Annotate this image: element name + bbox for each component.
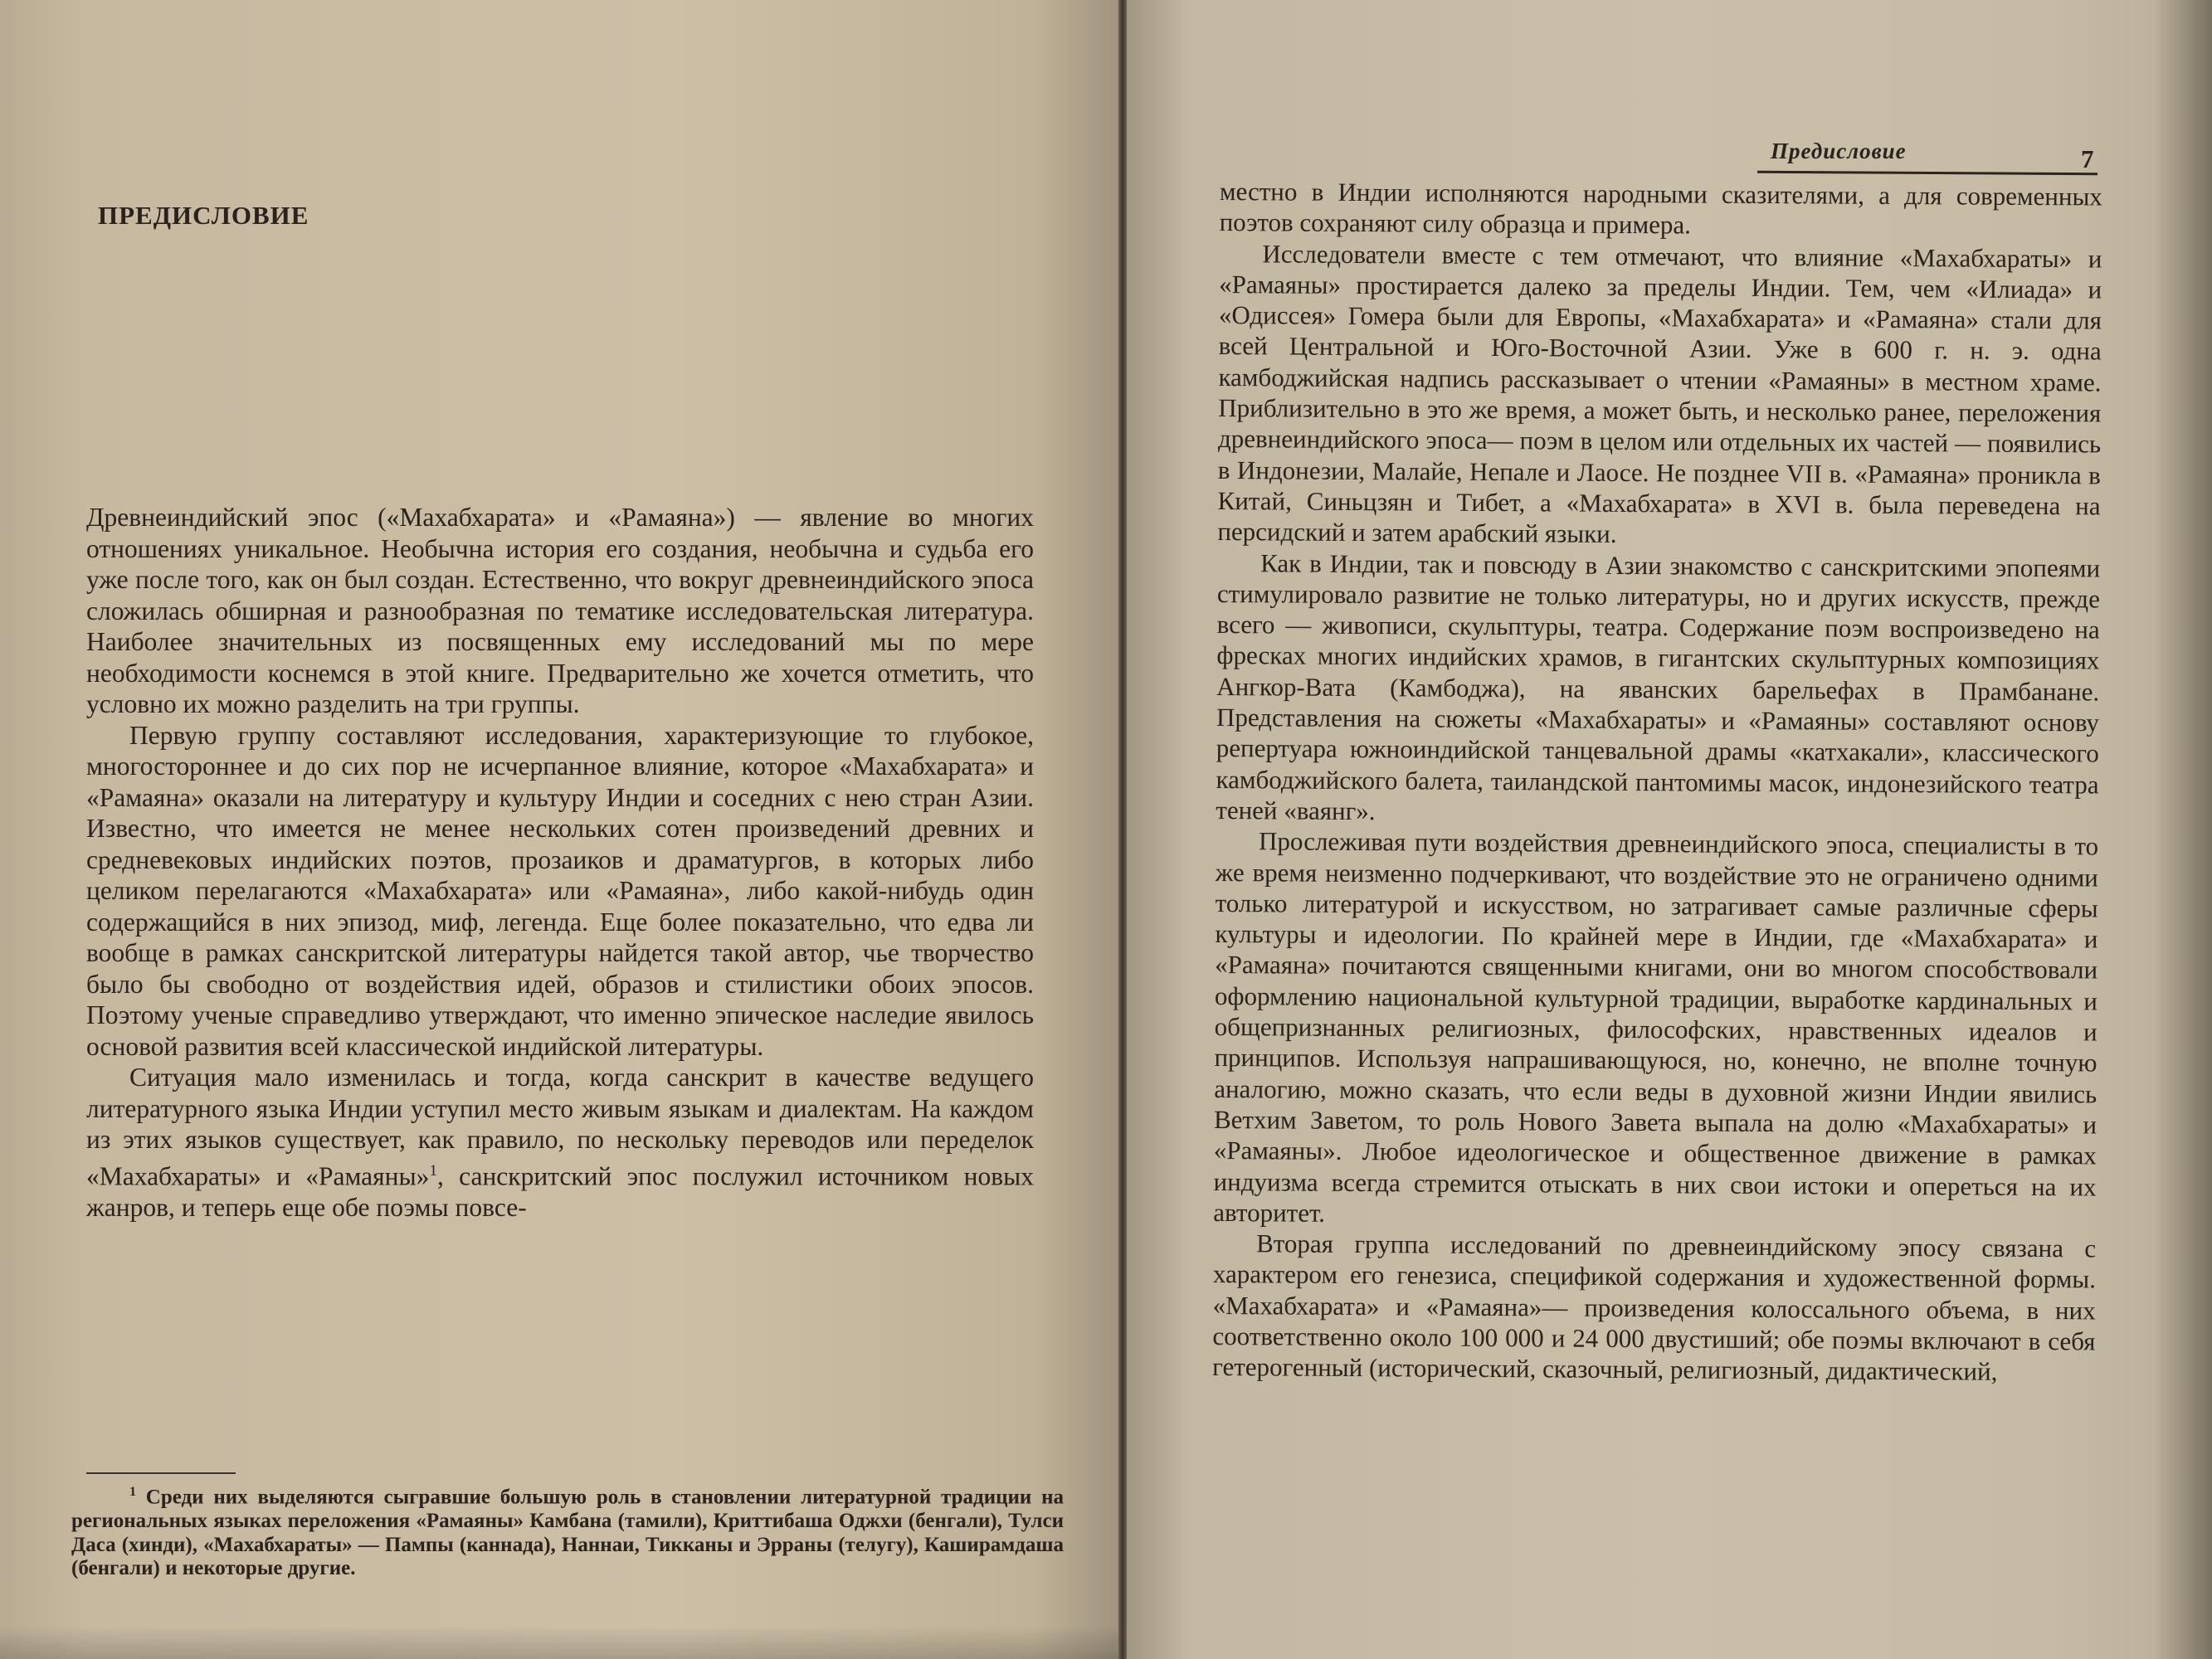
paragraph: Первую группу составляют исследования, характеризующие то глубокое, многостороннее и до сих пор не исчерпанное влияние, которое «Махабхарата» и «Рамаяна» оказали на литературу и культуру Индии и соседних с нею стран Азии. Известно, что имеется не менее нескольких сотен произведений древних и средневековых индийских поэтов, прозаиков и драматургов, в которых либо целиком перелагаются «Махабхарата» или «Рамаяна», либо какой-нибудь один содержащийся в них эпизод, миф, легенда. Еще более показательно, что едва ли вообще в рамках санскритской литературы найдется такой автор, чье творчество было бы свободно от воздействия идей, образов и стилистики обоих эпосов. Поэтому ученые справедливо утверждают, что именно эпическое наследие явилось основой развития всей классической индийской литературы. — [86, 720, 1034, 1061]
footnote-marker: 1 — [129, 1485, 136, 1499]
paragraph-text: Ситуация мало изменилась и тогда, когда санскрит в качестве ведущего литературного языка Индии уступил место живым языкам и диалектам. На каждом из этих языков существует, как правило, по нескольку переводов или переделок «Махабхараты» и «Рамаяны» — [86, 1063, 1034, 1190]
paragraph: Прослеживая пути воздействия древнеиндийского эпоса, специалисты в то же время неизменно подчеркивают, что воздействие это не ограничено одними только литературой и искусством, но затрагивает самые различные сферы культуры и идеологии. По крайней мере в Индии, где «Махабхарата» и «Рамаяна» почитаются священными книгами, они во многом способствовали оформлению национальной культурной традиции, выработке кардинальных и общепризнанных религиозных, философских, нравственных идеалов и принципов. Используя напрашивающуюся, но, конечно, не вполне точную аналогию, можно сказать, что если веды в духовной жизни Индии явились Ветхим Заветом, то роль Нового Завета выпала на долю «Махабхараты» и «Рамаяны». Любое идеологическое и общественное движение в рамках индуизма всегда стремится отыскать в них свои истоки и опереться на их авторитет. — [1213, 826, 2099, 1228]
page-shadow — [0, 1626, 1122, 1659]
paragraph: местно в Индии исполняются народными сказителями, а для современных поэтов сохраняют силу образца и примера. — [1219, 176, 2102, 240]
right-page-body — [1212, 176, 2102, 1388]
paragraph-text: , санскритский эпос послужил источником новых жанров, и теперь еще обе поэмы повсе- — [86, 1161, 1034, 1222]
running-head: Предисловие — [1771, 139, 1907, 163]
footnote-divider — [86, 1472, 236, 1474]
footnote-text: Среди них выделяются сыгравшие большую роль в становлении литературной традиции на региональных языках переложения «Рамаяны» Камбана (тамили), Криттибаша Оджхи (бенгали), Тулси Даса (хинди), «Махабхараты» — Пампы (каннада), Наннаи, Тикканы и Эрраны (телугу), Каширамдаша (бенгали) и некоторые другие. — [71, 1486, 1064, 1580]
paragraph: Как в Индии, так и повсюду в Азии знакомство с санскритскими эпопеями стимулировало развитие не только литературы, но и других искусств, прежде всего — живописи, скульптуры, театра. Содержание поэм воспроизведено на фресках многих индийских храмов, в гигантских скульптурных композициях Ангкор-Вата (Камбоджа), на яванских барельефах в Прамбанане. Представления на сюжеты «Махабхараты» и «Рамаяны» составляют основу репертуара южноиндийской танцевальной драмы «катхакали», классического камбоджийского балета, таиландской пантомимы масок, индонезийского театра теней «ваянг». — [1216, 547, 2101, 826]
paragraph — [86, 1062, 1034, 1223]
footnote — [71, 1481, 1064, 1581]
footnote-paragraph — [71, 1481, 1064, 1581]
page-number: 7 — [2081, 144, 2094, 173]
footnote-reference: 1 — [429, 1161, 437, 1180]
paragraph: Вторая группа исследований по древнеиндийскому эпосу связана с характером его генезиса, спецификой содержания и художественной формы. «Махабхарата» и «Рамаяна»— произведения колоссального объема, в них соответственно около 100 000 и 24 000 двустиший; обе поэмы включают в себя гетерогенный (исторический, сказочный, религиозный, дидактический, — [1212, 1228, 2097, 1387]
paragraph: Исследователи вместе с тем отмечают, что влияние «Махабхараты» и «Рамаяны» простирается далеко за пределы Индии. Тем, чем «Илиада» и «Одиссея» Гомера были для Европы, «Махабхарата» и «Рамаяна» стали для всей Центральной и Юго-Восточной Азии. Уже в 600 г. н. э. одна камбоджийская надпись рассказывает о чтении «Рамаяны» в местном храме. Приблизительно в это же время, а может быть, и несколько ранее, переложения древнеиндийского эпоса— поэм в целом или отдельных их частей — появились в Индонезии, Малайе, Непале и Лаосе. Не позднее VII в. «Рамаяна» проникла в Китай, Синьцзян и Тибет, а «Махабхарата» в XVI в. была переведена на персидский и затем арабский языки. — [1217, 238, 2102, 549]
book-gutter — [1118, 0, 1127, 1659]
paragraph: Древнеиндийский эпос («Махабхарата» и «Рамаяна») — явление во многих отношениях уникальное. Необычна история его создания, необычна и судьба его уже после того, как он был создан. Естественно, что вокруг древнеиндийского эпоса сложилась обширная и разнообразная по тематике исследовательская литература. Наиболее значительных из посвященных ему исследований мы по мере необходимости коснемся в этой книге. Предварительно же хочется отметить, что условно их можно разделить на три группы. — [86, 503, 1034, 718]
page-shadow — [2154, 0, 2212, 1659]
chapter-title: ПРЕДИСЛОВИЕ — [98, 201, 309, 230]
left-page-body — [86, 502, 1034, 1223]
